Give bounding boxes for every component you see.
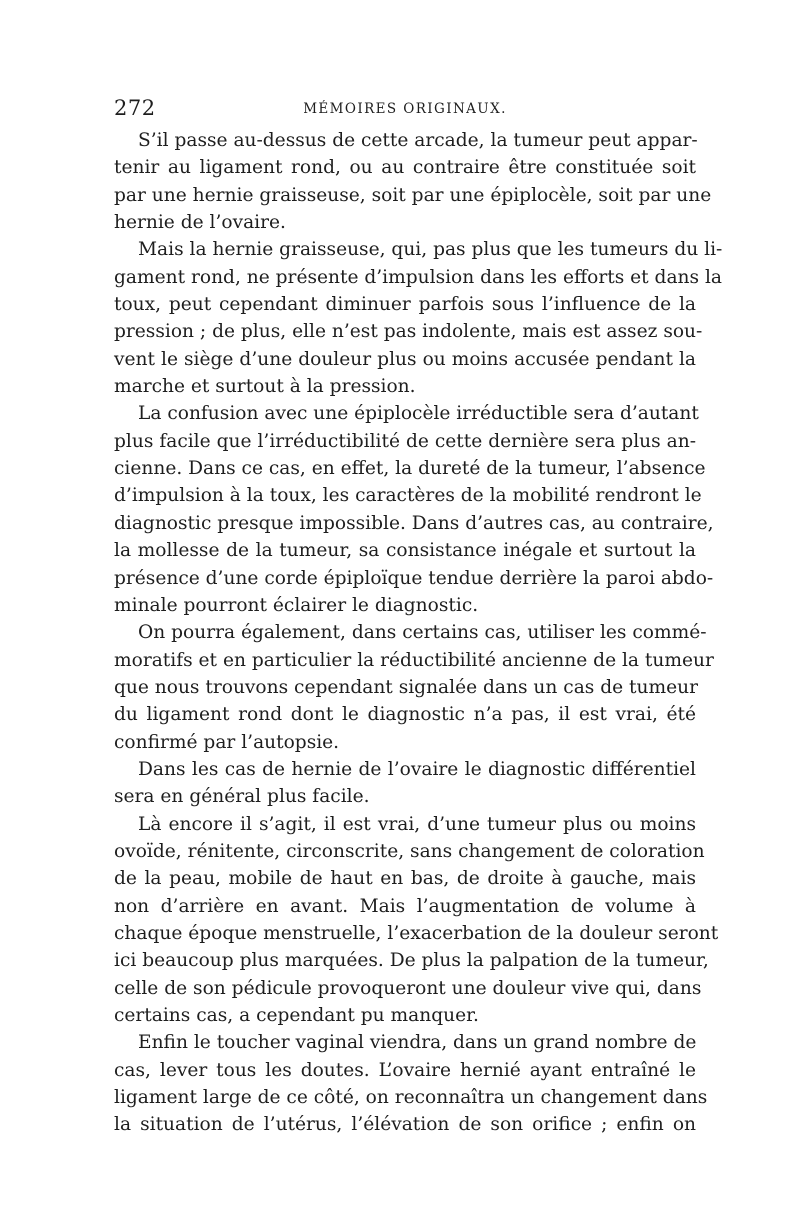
text-line: On pourra également, dans certains cas, utiliser les commé- [138,622,707,644]
text-line: confirmé par l’autopsie. [114,731,340,753]
text-line: Enfin le toucher vaginal viendra, dans un grand nombre de [138,1032,697,1054]
paragraph [114,619,714,756]
running-head [114,96,696,126]
text-line: diagnostic presque impossible. Dans d’autres cas, au contraire, [114,512,714,534]
text-line: S’il passe au-dessus de cette arcade, la tumeur peut appar- [138,130,698,151]
text-line: tenir au ligament rond, ou au contraire être constituée soit [114,157,696,179]
text-line: pression ; de plus, elle n’est pas indolente, mais est assez sou- [114,321,703,343]
text-line: chaque époque menstruelle, l’exacerbation de la douleur seront [114,922,719,944]
text-line: ici beaucoup plus marquées. De plus la palpation de la tumeur, [114,950,709,972]
text-line: cas, lever tous les doutes. L’ovaire hernié ayant entraîné le [114,1059,696,1081]
text-line: toux, peut cependant diminuer parfois sous l’influence de la [114,294,696,316]
text-line: hernie de l’ovaire. [114,212,286,234]
text-line: d’impulsion à la toux, les caractères de la mobilité rendront le [114,485,702,507]
running-title: MÉMOIRES ORIGINAUX. [303,101,507,117]
text-line: Mais la hernie graisseuse, qui, pas plus que les tumeurs du li- [138,239,723,261]
paragraph [114,127,712,236]
text-line: présence d’une corde épiploïque tendue derrière la paroi abdo- [114,567,714,589]
text-line: par une hernie graisseuse, soit par une épiplocèle, soit par une [114,184,712,206]
text-line: que nous trouvons cependant signalée dans un cas de tumeur [114,676,698,698]
text-line: minale pourront éclairer le diagnostic. [114,594,479,616]
text-line: la situation de l’utérus, l’élévation de son orifice ; enfin on [114,1114,696,1136]
text-line: plus facile que l’irréductibilité de cette dernière sera plus an- [114,430,696,452]
text-line: cienne. Dans ce cas, en effet, la dureté de la tumeur, l’absence [114,458,706,480]
text-line: sera en général plus facile. [114,786,370,808]
text-line: ligament large de ce côté, on reconnaîtra un changement dans [114,1087,708,1109]
text-line: non d’arrière en avant. Mais l’augmentation de volume à [114,895,696,917]
page-number: 272 [114,96,156,120]
text-line: vent le siège d’une douleur plus ou moins accusée pendant la [114,348,696,370]
paragraph [114,811,719,1030]
text-line: gament rond, ne présente d’impulsion dans les efforts et dans la [114,266,723,288]
paragraph [114,236,723,400]
paragraph [114,756,696,811]
text-line: de la peau, mobile de haut en bas, de droite à gauche, mais [114,868,696,890]
text-line: Dans les cas de hernie de l’ovaire le diagnostic différentiel [138,758,696,780]
text-line: moratifs et en particulier la réductibilité ancienne de la tumeur [114,649,714,671]
text-line: marche et surtout à la pression. [114,376,416,398]
text-line: du ligament rond dont le diagnostic n’a pas, il est vrai, été [114,704,696,726]
text-line: ovoïde, rénitente, circonscrite, sans changement de coloration [114,840,705,862]
text-line: la mollesse de la tumeur, sa consistance inégale et surtout la [114,540,696,562]
text-line: celle de son pédicule provoqueront une douleur vive qui, dans [114,977,702,999]
body-text [114,127,723,1139]
paragraph [114,400,714,619]
text-line: certains cas, a cependant pu manquer. [114,1005,479,1026]
text-line: La confusion avec une épiplocèle irréductible sera d’autant [138,403,699,425]
text-line: Là encore il s’agit, il est vrai, d’une tumeur plus ou moins [138,813,696,835]
paragraph [114,1029,708,1138]
